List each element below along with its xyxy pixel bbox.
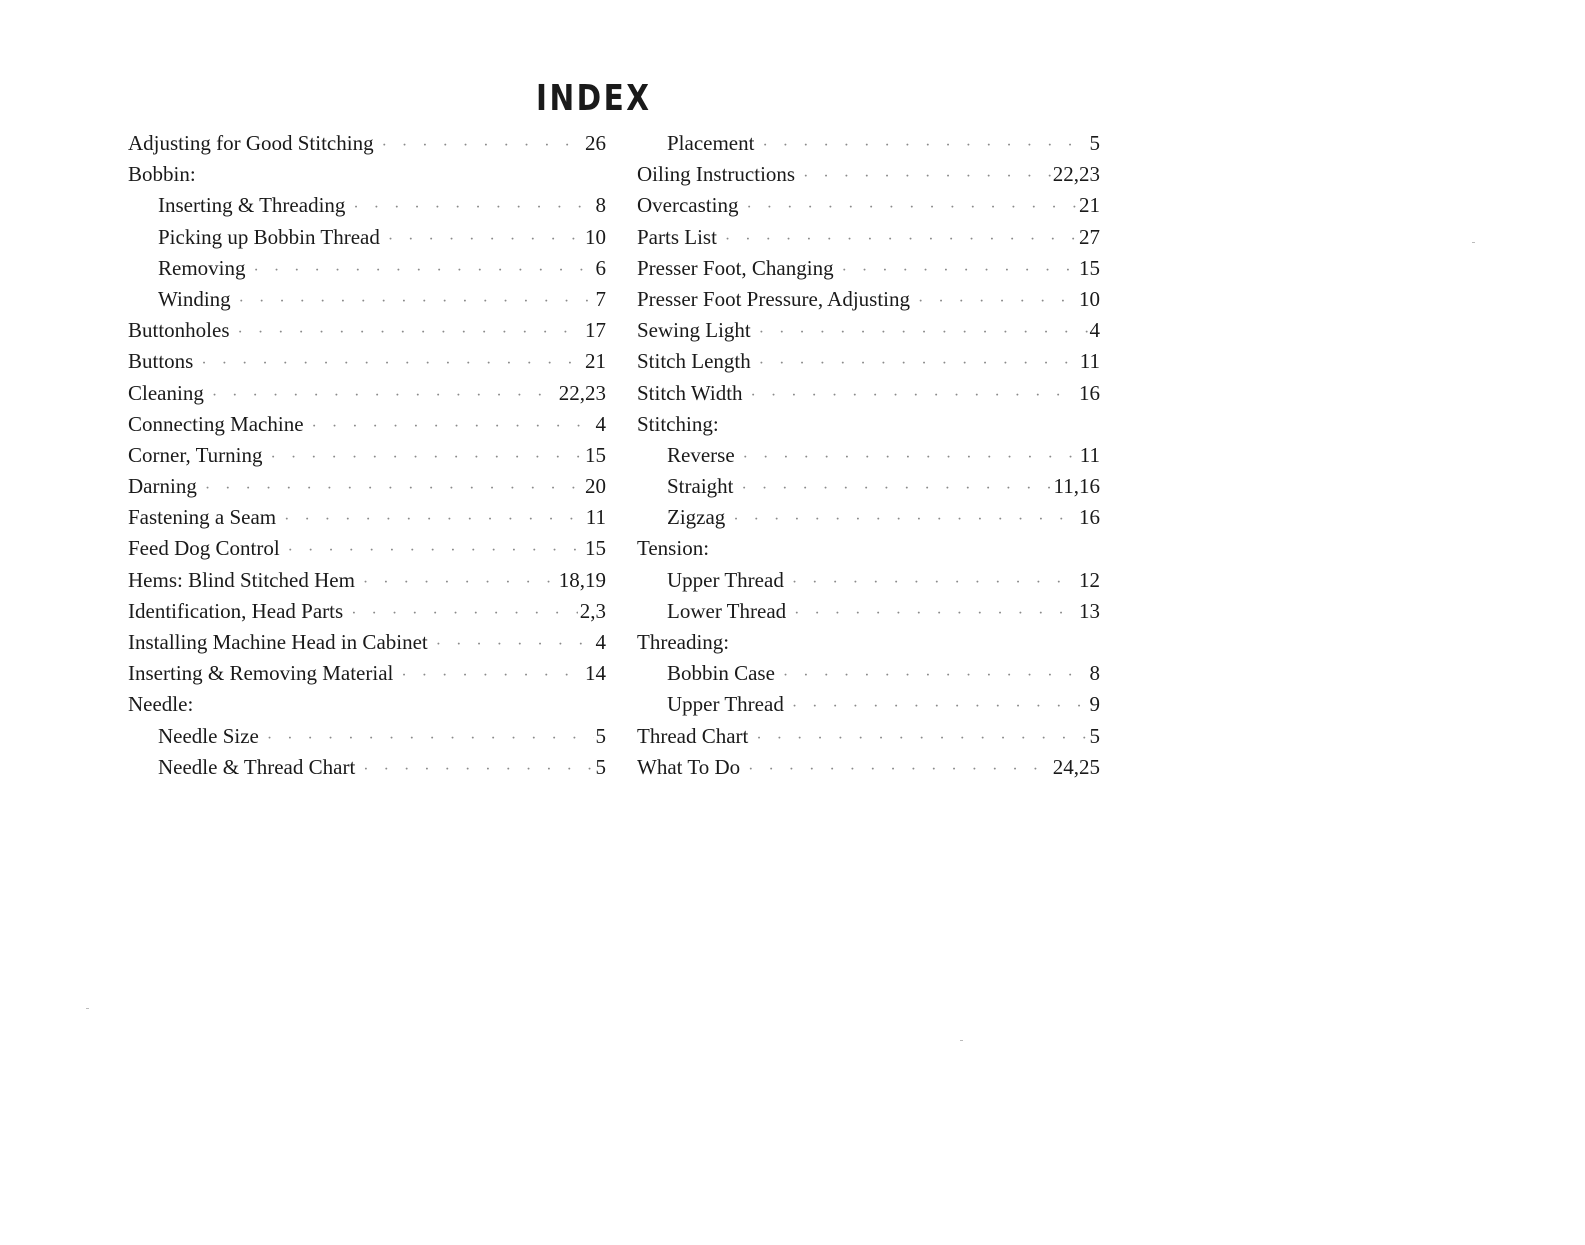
index-term: Placement xyxy=(667,131,755,155)
index-term: Overcasting xyxy=(637,193,739,218)
index-entry xyxy=(128,409,606,440)
index-entry xyxy=(637,315,1100,346)
dot-leader xyxy=(401,660,583,691)
dot-leader xyxy=(803,161,1051,192)
index-term: Picking up Bobbin Thread xyxy=(158,224,380,249)
dot-leader xyxy=(762,130,1087,161)
dot-leader xyxy=(363,754,593,785)
index-term: Winding xyxy=(158,286,231,311)
index-term: Upper Thread xyxy=(667,567,784,592)
index-term: Hems: Blind Stitched Hem xyxy=(128,567,355,592)
index-page-ref: 15 xyxy=(1079,255,1100,280)
index-term: Needle & Thread Chart xyxy=(158,754,356,779)
dot-leader xyxy=(288,535,583,566)
index-page-ref: 5 xyxy=(595,723,606,748)
index-page-ref: 4 xyxy=(595,411,606,436)
index-term: Zigzag xyxy=(667,505,726,530)
index-entry xyxy=(128,752,606,783)
index-entry xyxy=(128,378,606,409)
index-heading xyxy=(128,689,606,720)
index-term: Fastening a Seam xyxy=(128,505,277,530)
index-page-ref: 14 xyxy=(585,661,606,686)
index-term: Stitching: xyxy=(637,411,719,436)
dot-leader xyxy=(756,723,1087,754)
dot-leader xyxy=(742,473,1052,504)
index-entry xyxy=(637,253,1100,284)
index-entry xyxy=(637,658,1100,689)
index-entry xyxy=(128,658,606,689)
index-entry xyxy=(637,440,1100,471)
index-entry xyxy=(128,253,606,284)
dot-leader xyxy=(792,567,1077,598)
index-entry xyxy=(128,721,606,752)
index-term: Lower Thread xyxy=(667,598,787,623)
index-term: Threading: xyxy=(637,630,730,654)
index-entry xyxy=(637,128,1100,159)
index-page-ref: 21 xyxy=(1079,193,1100,218)
page-title: INDEX xyxy=(536,78,652,119)
index-entry xyxy=(128,471,606,502)
index-term: Identification, Head Parts xyxy=(128,598,344,623)
index-entry xyxy=(128,190,606,221)
index-page-ref: 6 xyxy=(595,255,606,280)
dot-leader xyxy=(382,130,583,161)
index-term: Feed Dog Control xyxy=(128,536,280,561)
dot-leader xyxy=(842,255,1077,286)
index-page-ref: 11,16 xyxy=(1053,474,1100,499)
index-heading xyxy=(637,409,1100,440)
index-entry xyxy=(128,346,606,377)
dot-leader xyxy=(205,473,583,504)
index-page-ref: 4 xyxy=(595,630,606,654)
index-page-ref: 5 xyxy=(1089,723,1100,748)
scan-speck xyxy=(1472,242,1475,243)
index-page-ref: 12 xyxy=(1079,567,1100,592)
dot-leader xyxy=(212,380,557,411)
dot-leader xyxy=(254,255,594,286)
dot-leader xyxy=(351,598,578,629)
index-term: Stitch Length xyxy=(637,349,751,374)
dot-leader xyxy=(436,629,594,660)
index-term: Needle Size xyxy=(158,723,259,748)
index-term: Parts List xyxy=(637,224,717,249)
scan-speck xyxy=(960,1040,963,1041)
index-page-ref: 4 xyxy=(1089,318,1100,343)
dot-leader xyxy=(918,286,1077,317)
index-entry xyxy=(128,284,606,315)
index-page-ref: 22,23 xyxy=(1052,162,1100,187)
index-heading xyxy=(637,627,1100,658)
index-term: Needle: xyxy=(128,692,194,717)
index-page-ref: 15 xyxy=(585,536,606,561)
index-page-ref: 17 xyxy=(585,318,606,343)
index-page-ref: 10 xyxy=(1079,286,1100,311)
index-term: Oiling Instructions xyxy=(637,162,796,187)
index-page-ref: 11 xyxy=(1079,349,1100,374)
index-term: Corner, Turning xyxy=(128,442,263,467)
index-term: Connecting Machine xyxy=(128,411,304,436)
index-entry xyxy=(637,502,1100,533)
index-page-ref: 18,19 xyxy=(558,567,606,592)
index-entry xyxy=(128,596,606,627)
index-page-ref: 2,3 xyxy=(579,598,606,623)
dot-leader xyxy=(271,442,583,473)
index-page-ref: 26 xyxy=(585,131,606,155)
dot-leader xyxy=(759,317,1088,348)
index-heading xyxy=(637,533,1100,564)
index-entry xyxy=(637,471,1100,502)
index-entry xyxy=(637,346,1100,377)
index-page-ref: 24,25 xyxy=(1052,754,1100,779)
dot-leader xyxy=(388,224,583,255)
index-page-ref: 20 xyxy=(585,474,606,499)
index-entry xyxy=(128,627,606,658)
dot-leader xyxy=(748,754,1051,785)
index-page-ref: 16 xyxy=(1079,380,1100,405)
index-term: What To Do xyxy=(637,754,741,779)
index-term: Inserting & Threading xyxy=(158,193,346,218)
dot-leader xyxy=(239,286,594,317)
index-page-ref: 15 xyxy=(585,442,606,467)
index-page-ref: 22,23 xyxy=(558,380,606,405)
index-page-ref: 21 xyxy=(585,349,606,374)
index-page-ref: 27 xyxy=(1079,224,1100,249)
dot-leader xyxy=(794,598,1077,629)
index-column-left xyxy=(128,128,606,783)
index-page-ref: 13 xyxy=(1079,598,1100,623)
index-page-ref: 11 xyxy=(585,505,606,530)
index-term: Upper Thread xyxy=(667,692,784,717)
dot-leader xyxy=(743,442,1078,473)
index-entry xyxy=(128,533,606,564)
scan-speck xyxy=(86,1008,89,1009)
index-page-ref: 8 xyxy=(1089,661,1100,686)
index-entry xyxy=(637,565,1100,596)
index-column-right xyxy=(637,128,1100,783)
index-page-ref: 10 xyxy=(585,224,606,249)
index-page-ref: 8 xyxy=(595,193,606,218)
index-entry xyxy=(637,284,1100,315)
dot-leader xyxy=(733,504,1077,535)
dot-leader xyxy=(746,192,1077,223)
index-term: Darning xyxy=(128,474,197,499)
index-term: Adjusting for Good Stitching xyxy=(128,131,374,155)
index-term: Stitch Width xyxy=(637,380,743,405)
index-heading xyxy=(128,159,606,190)
index-term: Straight xyxy=(667,474,734,499)
dot-leader xyxy=(759,348,1078,379)
index-page-ref: 11 xyxy=(1079,442,1100,467)
index-entry xyxy=(637,159,1100,190)
dot-leader xyxy=(238,317,583,348)
index-page-ref: 5 xyxy=(595,754,606,779)
index-entry xyxy=(637,378,1100,409)
index-entry xyxy=(128,128,606,159)
index-term: Cleaning xyxy=(128,380,204,405)
index-entry xyxy=(637,752,1100,783)
index-entry xyxy=(637,689,1100,720)
index-entry xyxy=(637,596,1100,627)
dot-leader xyxy=(201,348,583,379)
index-term: Buttons xyxy=(128,349,194,374)
index-entry xyxy=(128,315,606,346)
index-term: Removing xyxy=(158,255,246,280)
index-term: Thread Chart xyxy=(637,723,749,748)
dot-leader xyxy=(267,723,594,754)
index-entry xyxy=(637,190,1100,221)
index-page-ref: 16 xyxy=(1079,505,1100,530)
index-entry xyxy=(128,440,606,471)
dot-leader xyxy=(792,691,1088,722)
dot-leader xyxy=(725,224,1077,255)
dot-leader xyxy=(284,504,584,535)
index-term: Presser Foot Pressure, Adjusting xyxy=(637,286,910,311)
index-page-ref: 7 xyxy=(595,286,606,311)
index-entry xyxy=(128,502,606,533)
index-term: Reverse xyxy=(667,442,735,467)
index-entry xyxy=(637,721,1100,752)
dot-leader xyxy=(363,567,557,598)
dot-leader xyxy=(312,411,594,442)
index-term: Tension: xyxy=(637,536,710,561)
index-term: Bobbin Case xyxy=(667,661,775,686)
dot-leader xyxy=(783,660,1088,691)
dot-leader xyxy=(353,192,593,223)
index-term: Buttonholes xyxy=(128,318,230,343)
index-term: Inserting & Removing Material xyxy=(128,661,394,686)
index-entry xyxy=(637,222,1100,253)
index-entry xyxy=(128,565,606,596)
index-page-ref: 5 xyxy=(1089,131,1100,155)
index-term: Sewing Light xyxy=(637,318,751,343)
index-page-ref: 9 xyxy=(1089,692,1100,717)
index-term: Installing Machine Head in Cabinet xyxy=(128,630,428,654)
index-term: Bobbin: xyxy=(128,162,196,187)
index-term: Presser Foot, Changing xyxy=(637,255,834,280)
dot-leader xyxy=(751,380,1077,411)
index-entry xyxy=(128,222,606,253)
